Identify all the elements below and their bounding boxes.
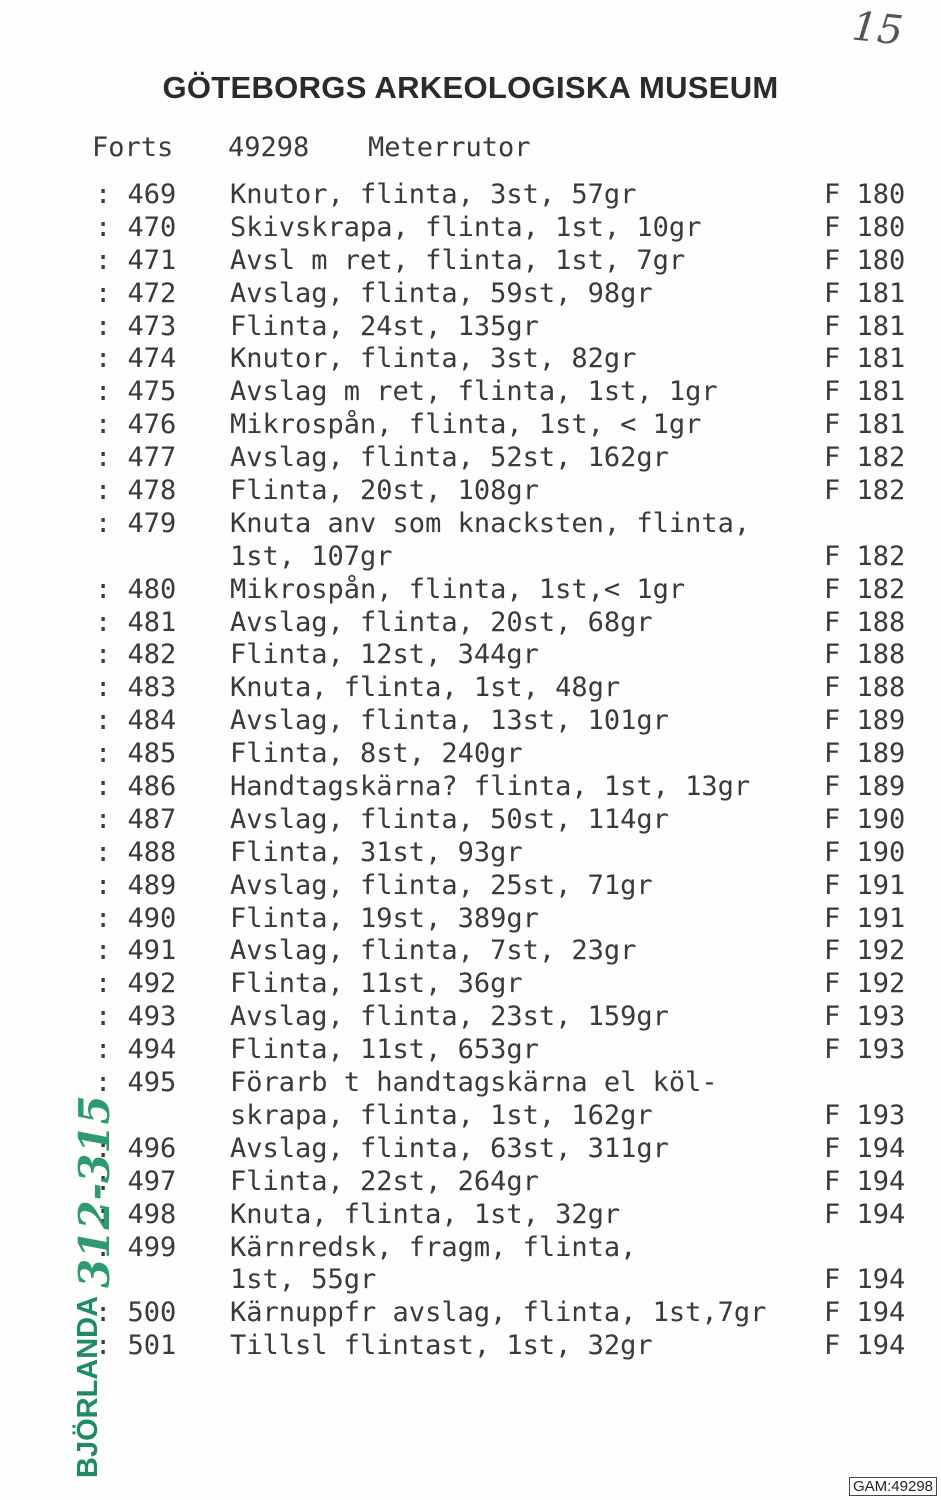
entry-number: : 487 <box>95 803 177 835</box>
entry-number: : 476 <box>95 409 177 441</box>
entry-line <box>0 606 941 639</box>
entry-number: : 497 <box>95 1165 177 1197</box>
catalog-entry <box>0 638 941 671</box>
catalog-entry <box>0 836 941 869</box>
entry-reference: F 182 <box>824 573 906 605</box>
entry-reference: F 193 <box>824 1099 906 1131</box>
catalog-entry <box>0 277 941 310</box>
subheading-label: Forts <box>92 132 174 163</box>
parish-stamp: BJÖRLANDA <box>72 1295 104 1478</box>
entry-description: Skivskrapa, flinta, 1st, 10gr <box>230 211 702 243</box>
entry-description: Avsl m ret, flinta, 1st, 7gr <box>230 244 686 276</box>
entry-line <box>0 1165 941 1198</box>
catalog-entry <box>0 934 941 967</box>
entry-description: Knuta anv som knacksten, flinta, <box>230 507 751 539</box>
catalog-entry <box>0 902 941 935</box>
entry-line <box>0 1263 941 1296</box>
catalog-entry <box>0 573 941 606</box>
entry-line <box>0 507 941 540</box>
entry-reference: F 189 <box>824 705 906 737</box>
catalog-entry <box>0 178 941 211</box>
entry-number: : 495 <box>95 1067 177 1099</box>
entry-description: Avslag, flinta, 52st, 162gr <box>230 442 669 474</box>
catalog-entry <box>0 737 941 770</box>
entry-reference: F 189 <box>824 738 906 770</box>
entry-description: Avslag, flinta, 59st, 98gr <box>230 277 653 309</box>
entry-line <box>0 342 941 375</box>
catalog-entry <box>0 1132 941 1165</box>
entry-number: : 481 <box>95 606 177 638</box>
entry-number: : 499 <box>95 1231 177 1263</box>
entry-description: Knuta, flinta, 1st, 48gr <box>230 672 621 704</box>
entry-description: Flinta, 11st, 36gr <box>230 968 523 1000</box>
entry-line <box>0 1231 941 1264</box>
entry-description: Flinta, 8st, 240gr <box>230 738 523 770</box>
entry-description: Avslag m ret, flinta, 1st, 1gr <box>230 376 718 408</box>
entry-reference: F 181 <box>824 277 906 309</box>
entry-line <box>0 902 941 935</box>
entry-line <box>0 671 941 704</box>
catalog-entry <box>0 474 941 507</box>
entry-description: Avslag, flinta, 63st, 311gr <box>230 1132 669 1164</box>
entry-line <box>0 540 941 573</box>
entry-line <box>0 638 941 671</box>
catalog-entry <box>0 1066 941 1132</box>
entry-reference: F 194 <box>824 1165 906 1197</box>
entry-line <box>0 211 941 244</box>
entry-number: : 488 <box>95 836 177 868</box>
catalog-entry <box>0 375 941 408</box>
entry-reference: F 194 <box>824 1297 906 1329</box>
entry-description: Avslag, flinta, 25st, 71gr <box>230 869 653 901</box>
catalog-entry <box>0 1231 941 1297</box>
entry-reference: F 181 <box>824 376 906 408</box>
entry-reference: F 192 <box>824 968 906 1000</box>
entry-reference: F 182 <box>824 540 906 572</box>
entry-number: : 477 <box>95 442 177 474</box>
entry-reference: F 194 <box>824 1264 906 1296</box>
entry-reference: F 193 <box>824 1001 906 1033</box>
entry-reference: F 180 <box>824 179 906 210</box>
entry-reference: F 188 <box>824 606 906 638</box>
entry-description: Avslag, flinta, 20st, 68gr <box>230 606 653 638</box>
catalog-entry <box>0 869 941 902</box>
entry-description: Kärnredsk, fragm, flinta, <box>230 1231 637 1263</box>
catalog-entry <box>0 671 941 704</box>
entry-reference: F 193 <box>824 1034 906 1066</box>
entry-line <box>0 573 941 606</box>
entry-number: : 482 <box>95 639 177 671</box>
entry-description: Flinta, 11st, 653gr <box>230 1034 539 1066</box>
entry-description: Avslag, flinta, 13st, 101gr <box>230 705 669 737</box>
entry-number: : 474 <box>95 343 177 375</box>
page-number: 15 <box>849 3 906 55</box>
catalog-entry <box>0 1198 941 1231</box>
entry-line <box>0 934 941 967</box>
entry-number: : 494 <box>95 1034 177 1066</box>
entry-description: Kärnuppfr avslag, flinta, 1st,7gr <box>230 1297 767 1329</box>
catalog-entry <box>0 211 941 244</box>
catalog-entry <box>0 704 941 737</box>
catalog-entry <box>0 1296 941 1329</box>
entry-number: : 471 <box>95 244 177 276</box>
entry-description: Flinta, 20st, 108gr <box>230 475 539 507</box>
entry-line <box>0 1099 941 1132</box>
entry-reference: F 192 <box>824 935 906 967</box>
entry-line <box>0 375 941 408</box>
entry-line <box>0 474 941 507</box>
entry-description: Mikrospån, flinta, 1st,< 1gr <box>230 573 686 605</box>
entry-description: Tillsl flintast, 1st, 32gr <box>230 1330 653 1362</box>
entry-reference: F 194 <box>824 1198 906 1230</box>
entry-line <box>0 1033 941 1066</box>
entry-reference: F 191 <box>824 902 906 934</box>
entry-line <box>0 704 941 737</box>
catalog-entry <box>0 606 941 639</box>
entry-reference: F 181 <box>824 409 906 441</box>
catalog-entry <box>0 1329 941 1362</box>
entry-number: : 492 <box>95 968 177 1000</box>
entry-line <box>0 737 941 770</box>
entry-line <box>0 1000 941 1033</box>
catalog-entry <box>0 408 941 441</box>
entry-description: Flinta, 31st, 93gr <box>230 836 523 868</box>
entry-line <box>0 178 941 211</box>
entry-description: 1st, 107gr <box>230 540 393 572</box>
entry-reference: F 191 <box>824 869 906 901</box>
entry-number: : 472 <box>95 277 177 309</box>
entry-line <box>0 1132 941 1165</box>
entry-number: : 493 <box>95 1001 177 1033</box>
entry-line <box>0 1296 941 1329</box>
entry-description: skrapa, flinta, 1st, 162gr <box>230 1099 653 1131</box>
entry-number: : 496 <box>95 1132 177 1164</box>
entry-line <box>0 803 941 836</box>
entry-description: Knuta, flinta, 1st, 32gr <box>230 1198 621 1230</box>
entry-reference: F 188 <box>824 639 906 671</box>
archive-id-label: GAM:49298 <box>849 1477 937 1496</box>
entry-description: Avslag, flinta, 23st, 159gr <box>230 1001 669 1033</box>
entry-reference: F 190 <box>824 803 906 835</box>
entry-number: : 480 <box>95 573 177 605</box>
entry-line <box>0 441 941 474</box>
entry-description: Knutor, flinta, 3st, 57gr <box>230 179 637 210</box>
entry-reference: F 182 <box>824 475 906 507</box>
entry-number: : 486 <box>95 771 177 803</box>
entry-number: : 500 <box>95 1297 177 1329</box>
entry-description: Mikrospån, flinta, 1st, < 1gr <box>230 409 702 441</box>
catalog-entry <box>0 1033 941 1066</box>
catalog-entry <box>0 342 941 375</box>
entry-number: : 473 <box>95 310 177 342</box>
entry-line <box>0 244 941 277</box>
entry-description: Flinta, 24st, 135gr <box>230 310 539 342</box>
entry-number: : 501 <box>95 1330 177 1362</box>
entry-reference: F 181 <box>824 310 906 342</box>
subheading-number: 49298 <box>228 132 310 163</box>
catalog-entry <box>0 1165 941 1198</box>
entry-description: Flinta, 12st, 344gr <box>230 639 539 671</box>
entry-number: : 484 <box>95 705 177 737</box>
catalog-entry <box>0 967 941 1000</box>
entry-line <box>0 408 941 441</box>
catalog-entry <box>0 1000 941 1033</box>
entry-number: : 479 <box>95 507 177 539</box>
catalog-entry <box>0 244 941 277</box>
entry-line <box>0 1198 941 1231</box>
entry-line <box>0 967 941 1000</box>
catalog-entry <box>0 507 941 573</box>
entry-number: : 469 <box>95 179 177 210</box>
entry-number: : 475 <box>95 376 177 408</box>
entry-reference: F 194 <box>824 1132 906 1164</box>
catalog-entry <box>0 803 941 836</box>
catalog-entries <box>0 178 941 1362</box>
entry-line <box>0 1066 941 1099</box>
entry-number: : 478 <box>95 475 177 507</box>
entry-description: Avslag, flinta, 50st, 114gr <box>230 803 669 835</box>
entry-number: : 485 <box>95 738 177 770</box>
entry-reference: F 189 <box>824 771 906 803</box>
entry-line <box>0 836 941 869</box>
entry-reference: F 182 <box>824 442 906 474</box>
entry-description: Handtagskärna? flinta, 1st, 13gr <box>230 771 751 803</box>
entry-line <box>0 310 941 343</box>
entry-line <box>0 1329 941 1362</box>
entry-reference: F 188 <box>824 672 906 704</box>
entry-reference: F 194 <box>824 1330 906 1362</box>
entry-number: : 470 <box>95 211 177 243</box>
entry-description: Flinta, 19st, 389gr <box>230 902 539 934</box>
entry-description: Flinta, 22st, 264gr <box>230 1165 539 1197</box>
entry-reference: F 180 <box>824 244 906 276</box>
entry-number: : 489 <box>95 869 177 901</box>
entry-reference: F 180 <box>824 211 906 243</box>
subheading-title: Meterrutor <box>368 132 531 163</box>
entry-number: : 491 <box>95 935 177 967</box>
catalog-entry <box>0 441 941 474</box>
entry-description: Avslag, flinta, 7st, 23gr <box>230 935 637 967</box>
entry-line <box>0 770 941 803</box>
museum-header: GÖTEBORGS ARKEOLOGISKA MUSEUM <box>162 70 779 105</box>
catalog-entry <box>0 310 941 343</box>
entry-description: Knutor, flinta, 3st, 82gr <box>230 343 637 375</box>
entry-line <box>0 277 941 310</box>
entry-reference: F 190 <box>824 836 906 868</box>
catalog-entry <box>0 770 941 803</box>
entry-number: : 498 <box>95 1198 177 1230</box>
entry-number: : 490 <box>95 902 177 934</box>
entry-reference: F 181 <box>824 343 906 375</box>
handwritten-range: 312-315 <box>70 1095 119 1288</box>
entry-number: : 483 <box>95 672 177 704</box>
entry-description: 1st, 55gr <box>230 1264 377 1296</box>
entry-line <box>0 869 941 902</box>
entry-description: Förarb t handtagskärna el köl- <box>230 1067 718 1099</box>
